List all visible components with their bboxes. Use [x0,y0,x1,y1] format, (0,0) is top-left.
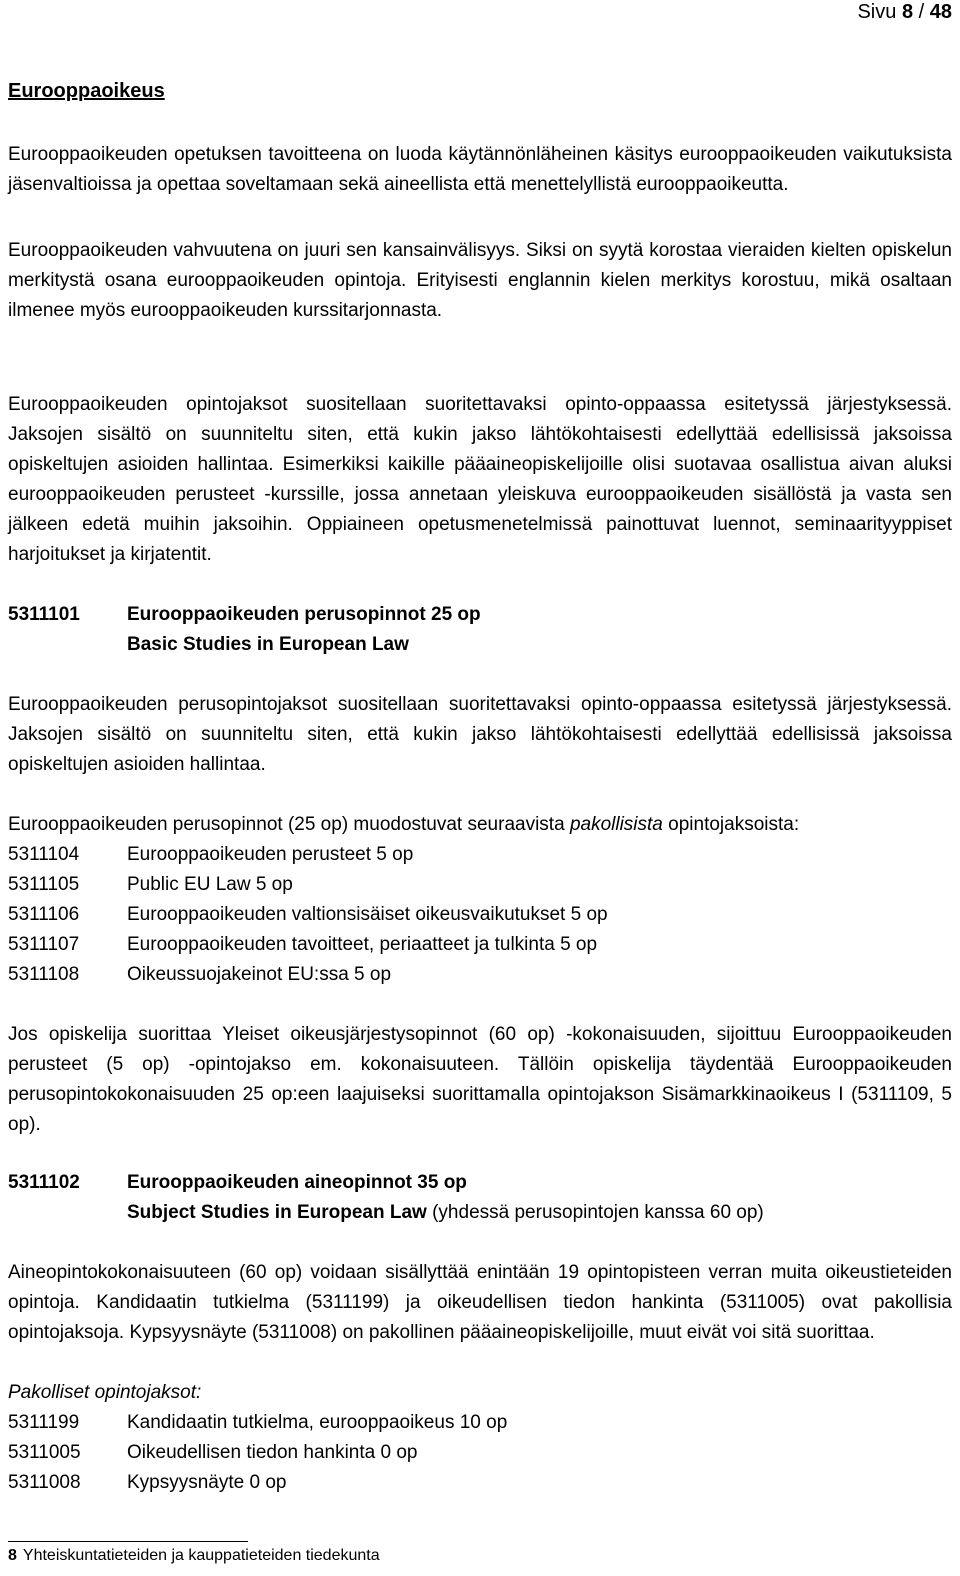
course-list-item [8,840,952,870]
course-description: Aineopintokokonaisuuteen (60 op) voidaan sisällyttää enintään 19 opintopisteen verran muita oikeustieteiden opintoja. Kandidaatin tutkielma (5311199) ja oikeudellisen tiedon hankinta (5311005) ovat pakollisia opintojaksoja. Kypsyysnäyte (5311008) on pakollinen pääaineopiskelijoille, muut eivät voi sitä suorittaa. [8,1262,952,1343]
course-list-item [8,930,952,960]
course-item-code: 5311106 [8,904,80,925]
course-list-item [8,960,952,990]
course-list-intro [8,810,952,840]
course-item-name: Eurooppaoikeuden valtionsisäiset oikeusvaikutukset 5 op [127,904,608,925]
page-total: 48 [929,1,952,23]
course-item-name: Kypsyysnäyte 0 op [127,1472,287,1493]
internationality-paragraph: Eurooppaoikeuden vahvuutena on juuri sen kansainvälisyys. Siksi on syytä korostaa vieraiden kielten opiskelun merkitystä osana eurooppaoikeuden opintoja. Erityisesti englannin kielen merkitys korostuu, mikä osaltaan ilmenee myös eurooppaoikeuden kurssitarjonnasta. [8,240,952,321]
list-intro-text-end: opintojaksoista: [662,814,800,835]
course-item-name: Public EU Law 5 op [127,874,293,895]
course-item-name: Kandidaatin tutkielma, eurooppaoikeus 10 op [127,1412,508,1433]
list-intro-emphasis: pakollisista [569,814,663,835]
course-item-code: 5311105 [8,874,80,895]
mandatory-label: Pakolliset opintojaksot: [8,1382,202,1403]
course-title-note: (yhdessä perusopintojen kanssa 60 op) [426,1202,764,1223]
page-separator: / [918,1,925,23]
footer-faculty: Yhteiskuntatieteiden ja kauppatieteiden tiedekunta [22,1547,380,1564]
footer-divider [8,1541,248,1542]
course-list-item [8,1468,952,1498]
course-item-code: 5311108 [8,964,80,985]
course-item-code: 5311199 [8,1412,80,1433]
course-subheading [8,1198,952,1228]
study-order-paragraph: Eurooppaoikeuden opintojaksot suositellaan suoritettavaksi opinto-oppaassa esitetyssä järjestyksessä. Jaksojen sisältö on suunniteltu siten, että kukin jakso lähtökohtaisesti edellyttää edellisissä jaksoissa opiskeltujen asioiden hallintaa. Esimerkiksi kaikille pääaineopiskelijoille olisi suotavaa osallistua aivan aluksi eurooppaoikeuden perusteet -kurssille, jossa annetaan yleiskuva eurooppaoikeuden sisällöstä ja vasta sen jälkeen edetä muihin jaksoihin. Oppiaineen opetusmenetelmissä painottuvat luennot, seminaarityyppiset harjoitukset ja kirjatentit. [8,394,952,565]
course-item-code: 5311005 [8,1442,81,1463]
course-list-item [8,900,952,930]
course-item-code: 5311104 [8,844,80,865]
course-description: Eurooppaoikeuden perusopintojaksot suositellaan suoritettavaksi opinto-oppaassa esitetyssä järjestyksessä. Jaksojen sisältö on suunniteltu siten, että kukin jakso lähtökohtaisesti edellyttää edellisissä jaksoissa opiskeltujen asioiden hallintaa. [8,694,952,775]
page-current: 8 [901,1,914,23]
footer-page-number: 8 [8,1547,17,1564]
course-title-fi: Eurooppaoikeuden perusopinnot 25 op [127,604,481,625]
course-item-name: Eurooppaoikeuden tavoitteet, periaatteet ja tulkinta 5 op [127,934,598,955]
course-item-name: Oikeudellisen tiedon hankinta 0 op [127,1442,418,1463]
course-title-en: Subject Studies in European Law [127,1202,427,1223]
page-number [857,0,952,24]
course-code: 5311102 [8,1172,80,1193]
course-item-code: 5311107 [8,934,80,955]
page-footer [8,1546,380,1566]
page-label: Sivu [857,1,897,23]
course-title-en: Basic Studies in European Law [127,634,409,655]
course-title-fi: Eurooppaoikeuden aineopinnot 35 op [127,1172,467,1193]
course-subheading [8,630,952,660]
course-item-name: Oikeussuojakeinot EU:ssa 5 op [127,964,392,985]
course-code: 5311101 [8,604,80,625]
course-list-item [8,1408,952,1438]
course-item-name: Eurooppaoikeuden perusteet 5 op [127,844,414,865]
course-list-item [8,1438,952,1468]
course-item-code: 5311008 [8,1472,81,1493]
course-heading [8,1168,952,1198]
substitution-paragraph: Jos opiskelija suorittaa Yleiset oikeusjärjestysopinnot (60 op) -kokonaisuuden, sijoittuu Eurooppaoikeuden perusteet (5 op) -opintojakso em. kokonaisuuteen. Tällöin opiskelija täydentää Eurooppaoikeuden perusopintokokonaisuuden 25 op:een laajuiseksi suorittamalla opintojakson Sisämarkkinaoikeus I (5311109, 5 op). [8,1024,952,1135]
section-title: Eurooppaoikeus [8,80,165,102]
course-heading [8,600,952,630]
list-intro-text: Eurooppaoikeuden perusopinnot (25 op) muodostuvat seuraavista [8,814,570,835]
intro-paragraph: Eurooppaoikeuden opetuksen tavoitteena on luoda käytännönläheinen käsitys eurooppaoikeuden vaikutuksista jäsenvaltioissa ja opettaa soveltamaan sekä aineellista että menettelyllistä eurooppaoikeutta. [8,144,952,195]
course-list-item [8,870,952,900]
